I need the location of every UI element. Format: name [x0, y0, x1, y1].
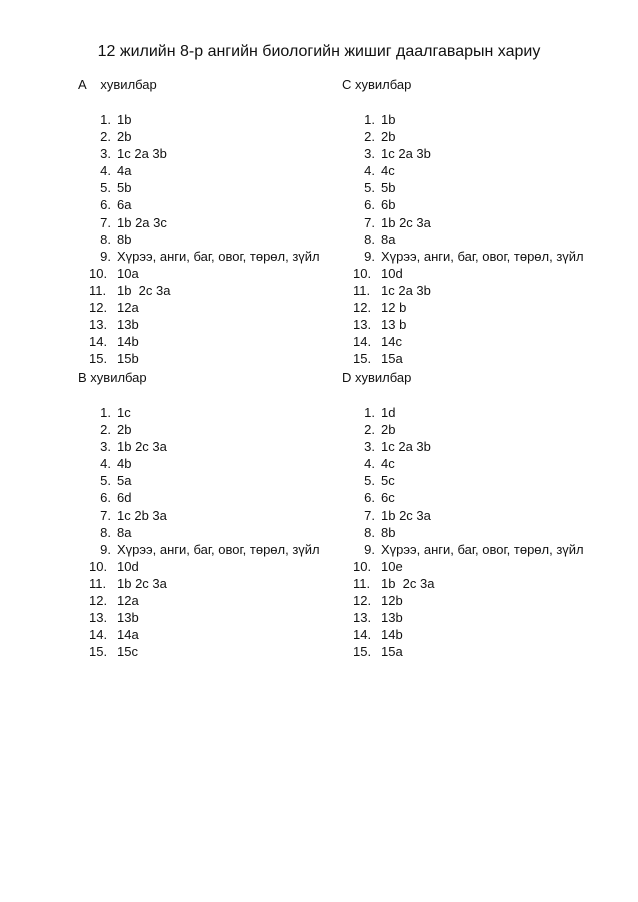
answer-value: Хүрээ, анги, баг, овог, төрөл, зүйл: [117, 541, 320, 557]
answer-value: 14c: [381, 334, 402, 350]
variant-d-section: [342, 369, 632, 660]
answer-number: 11.: [89, 575, 107, 591]
answer-value: 10e: [381, 558, 403, 574]
answer-value: 12b: [381, 593, 403, 609]
answer-item: [342, 558, 632, 575]
answer-value: Хүрээ, анги, баг, овог, төрөл, зүйл: [117, 248, 320, 264]
answer-number: 12.: [89, 300, 108, 316]
answer-item: [78, 472, 368, 489]
answer-number: 2.: [364, 422, 375, 438]
answer-number: 8.: [100, 524, 111, 540]
answer-item: [342, 299, 632, 316]
answer-value: 12a: [117, 300, 139, 316]
answer-number: 2.: [100, 129, 111, 145]
answer-item: [78, 404, 368, 421]
answer-number: 3.: [100, 439, 111, 455]
answer-item: [78, 350, 368, 367]
answer-value: Хүрээ, анги, баг, овог, төрөл, зүйл: [381, 248, 584, 264]
answer-value: 2b: [381, 129, 396, 145]
answer-item: [342, 421, 632, 438]
answer-number: 12.: [353, 300, 372, 316]
answer-item: [342, 350, 632, 367]
answer-number: 8.: [364, 231, 375, 247]
answer-value: 4c: [381, 456, 395, 472]
answer-value: 2b: [117, 422, 132, 438]
answer-value: 1c 2a 3b: [381, 282, 431, 298]
answer-item: [78, 626, 368, 643]
answer-number: 13.: [353, 610, 372, 626]
answer-item: [78, 592, 368, 609]
answer-number: 11.: [353, 282, 371, 298]
answer-value: 1c: [117, 405, 131, 420]
answer-value: 4b: [117, 456, 132, 472]
answer-item: [342, 489, 632, 506]
answer-number: 11.: [89, 282, 107, 298]
answer-number: 10.: [89, 558, 108, 574]
answer-value: 1b: [381, 112, 396, 127]
answer-value: 1c 2a 3b: [117, 146, 167, 162]
answer-item: [78, 111, 368, 128]
answer-item: [78, 455, 368, 472]
variant-d-heading: D хувилбар: [342, 370, 412, 385]
answer-value: 1b 2c 3a: [381, 214, 431, 230]
answer-number: 6.: [100, 197, 111, 213]
answer-item: [342, 455, 632, 472]
answer-item: [78, 609, 368, 626]
answer-value: 1b 2c 3a: [381, 575, 435, 591]
answer-number: 14.: [353, 627, 372, 643]
answer-item: [342, 179, 632, 196]
answer-number: 1.: [100, 112, 111, 127]
answer-number: 13.: [89, 317, 108, 333]
answer-item: [78, 282, 368, 299]
answer-item: [78, 231, 368, 248]
answer-value: 5c: [381, 473, 395, 489]
answer-item: [78, 248, 368, 265]
answer-value: 1b 2c 3a: [117, 575, 167, 591]
answer-item: [78, 438, 368, 455]
variant-a-answer-list: [78, 111, 368, 367]
variant-a-heading: A хувилбар: [78, 77, 157, 92]
answer-item: [342, 541, 632, 558]
answer-number: 6.: [364, 197, 375, 213]
answer-value: 1b 2c 3a: [381, 507, 431, 523]
answer-item: [342, 643, 632, 660]
answer-item: [342, 438, 632, 455]
answer-value: 13b: [117, 317, 139, 333]
answer-number: 5.: [364, 180, 375, 196]
answer-item: [78, 316, 368, 333]
answer-value: 13b: [381, 610, 403, 626]
variant-a-section: [78, 76, 368, 367]
answer-item: [342, 333, 632, 350]
answer-number: 2.: [100, 422, 111, 438]
answer-value: 15a: [381, 644, 403, 660]
answer-value: 12a: [117, 593, 139, 609]
variant-b-answer-list: [78, 404, 368, 660]
answer-number: 11.: [353, 575, 371, 591]
answer-value: 2b: [117, 129, 132, 145]
variant-b-heading: B хувилбар: [78, 370, 147, 385]
answer-item: [78, 575, 368, 592]
answer-item: [78, 489, 368, 506]
answer-value: 14b: [117, 334, 139, 350]
answer-number: 10.: [89, 265, 108, 281]
answer-number: 15.: [353, 351, 372, 367]
answer-item: [342, 575, 632, 592]
answer-value: 10d: [381, 265, 403, 281]
answer-value: 15b: [117, 351, 139, 367]
answer-value: 1d: [381, 405, 396, 420]
variant-c-answer-list: [342, 111, 632, 367]
answer-number: 7.: [100, 507, 111, 523]
answer-item: [78, 421, 368, 438]
answer-number: 13.: [353, 317, 372, 333]
answer-number: 7.: [364, 214, 375, 230]
answer-number: 12.: [353, 593, 372, 609]
answer-number: 3.: [100, 146, 111, 162]
answer-value: 8a: [381, 231, 396, 247]
answer-item: [342, 507, 632, 524]
answer-value: 6a: [117, 197, 132, 213]
answer-value: 4c: [381, 163, 395, 179]
answer-item: [342, 404, 632, 421]
answer-number: 1.: [364, 112, 375, 127]
answer-number: 7.: [100, 214, 111, 230]
answer-item: [342, 265, 632, 282]
answer-item: [342, 128, 632, 145]
answer-item: [342, 145, 632, 162]
answer-value: 2b: [381, 422, 396, 438]
answer-number: 5.: [100, 473, 111, 489]
variant-c-section: [342, 76, 632, 367]
answer-number: 3.: [364, 439, 375, 455]
answer-item: [78, 214, 368, 231]
answer-value: 1c 2a 3b: [381, 439, 431, 455]
answer-number: 1.: [364, 405, 375, 420]
answer-number: 3.: [364, 146, 375, 162]
answer-item: [78, 265, 368, 282]
variant-c-heading: C хувилбар: [342, 77, 412, 92]
answer-value: 1b 2a 3c: [117, 214, 167, 230]
answer-item: [78, 524, 368, 541]
answer-number: 4.: [364, 456, 375, 472]
answer-value: 12 b: [381, 300, 407, 316]
answer-value: 8b: [117, 231, 132, 247]
answer-item: [78, 507, 368, 524]
answer-item: [78, 128, 368, 145]
answer-number: 13.: [89, 610, 108, 626]
answer-item: [78, 179, 368, 196]
answer-number: 6.: [364, 490, 375, 506]
answer-number: 10.: [353, 265, 372, 281]
answer-value: 6d: [117, 490, 132, 506]
answer-number: 8.: [364, 524, 375, 540]
answer-item: [342, 609, 632, 626]
answer-number: 6.: [100, 490, 111, 506]
variant-d-answer-list: [342, 404, 632, 660]
answer-number: 1.: [100, 405, 111, 420]
answer-value: 1b 2c 3a: [117, 282, 171, 298]
answer-value: 6c: [381, 490, 395, 506]
answer-number: 5.: [364, 473, 375, 489]
answer-item: [78, 145, 368, 162]
answer-item: [342, 162, 632, 179]
answer-number: 9.: [364, 541, 375, 557]
answer-item: [342, 231, 632, 248]
answer-item: [342, 111, 632, 128]
answer-value: Хүрээ, анги, баг, овог, төрөл, зүйл: [381, 541, 584, 557]
answer-item: [342, 472, 632, 489]
answer-item: [78, 558, 368, 575]
answer-number: 4.: [364, 163, 375, 179]
answer-value: 8a: [117, 524, 132, 540]
answer-value: 1b: [117, 112, 132, 127]
answer-value: 14a: [117, 627, 139, 643]
answer-number: 2.: [364, 129, 375, 145]
answer-value: 15a: [381, 351, 403, 367]
answer-value: 1c 2a 3b: [381, 146, 431, 162]
answer-item: [342, 626, 632, 643]
answer-number: 9.: [100, 248, 111, 264]
document-title: 12 жилийн 8-р ангийн биологийн жишиг даалгаварын хариу: [97, 43, 541, 60]
answer-item: [78, 196, 368, 213]
variant-b-section: [78, 369, 368, 660]
answer-number: 9.: [100, 541, 111, 557]
answer-number: 4.: [100, 163, 111, 179]
answer-item: [342, 214, 632, 231]
answer-value: 1c 2b 3a: [117, 507, 167, 523]
answer-value: 13 b: [381, 317, 407, 333]
answer-value: 6b: [381, 197, 396, 213]
answer-item: [342, 524, 632, 541]
answer-value: 15c: [117, 644, 138, 660]
answer-value: 1b 2c 3a: [117, 439, 167, 455]
answer-value: 13b: [117, 610, 139, 626]
answer-number: 15.: [89, 351, 108, 367]
answer-item: [342, 316, 632, 333]
answer-value: 10a: [117, 265, 139, 281]
answer-number: 15.: [89, 644, 108, 660]
answer-item: [342, 592, 632, 609]
answer-number: 7.: [364, 507, 375, 523]
answer-number: 14.: [89, 334, 108, 350]
answer-item: [78, 162, 368, 179]
answer-number: 14.: [353, 334, 372, 350]
answer-value: 4a: [117, 163, 132, 179]
answer-item: [342, 196, 632, 213]
answer-number: 15.: [353, 644, 372, 660]
answer-item: [78, 541, 368, 558]
answer-value: 10d: [117, 558, 139, 574]
answer-number: 12.: [89, 593, 108, 609]
answer-number: 5.: [100, 180, 111, 196]
answer-value: 5a: [117, 473, 132, 489]
answer-number: 10.: [353, 558, 372, 574]
answer-item: [342, 282, 632, 299]
answer-item: [78, 643, 368, 660]
answer-number: 9.: [364, 248, 375, 264]
answer-number: 14.: [89, 627, 108, 643]
answer-number: 8.: [100, 231, 111, 247]
answer-item: [342, 248, 632, 265]
answer-item: [78, 333, 368, 350]
answer-number: 4.: [100, 456, 111, 472]
answer-value: 5b: [117, 180, 132, 196]
answer-value: 5b: [381, 180, 396, 196]
answer-value: 8b: [381, 524, 396, 540]
answer-item: [78, 299, 368, 316]
answer-value: 14b: [381, 627, 403, 643]
